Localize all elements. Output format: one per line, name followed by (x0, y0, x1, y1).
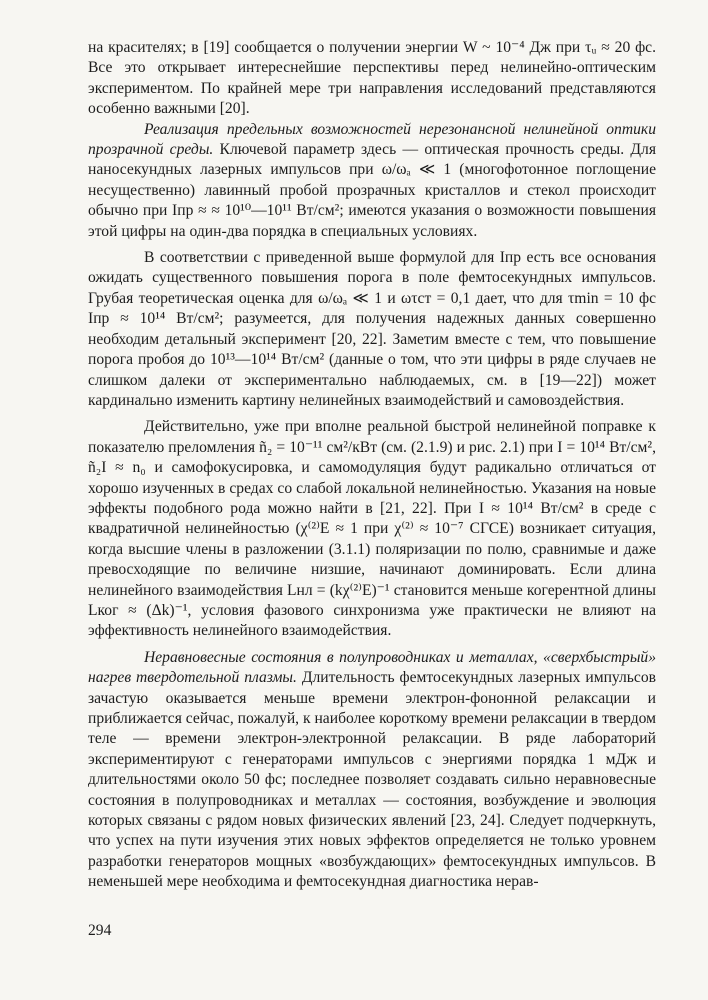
body-text (88, 38, 656, 893)
paragraph-2 (88, 120, 656, 242)
paragraph-1 (88, 38, 656, 120)
paragraph-1-text: на красителях; в [19] сообщается о получении энергии W ~ 10⁻⁴ Дж при τᵤ ≈ 20 фс. Все это открывает интереснейшие перспективы перед нелинейно-оптическим экспериментом. По крайней мере три направления исследований представляются особенно важными [20]. (88, 39, 656, 118)
paragraph-2-text: Ключевой параметр здесь — оптическая прочность среды. Для наносекундных лазерных импульсов при ω/ωₐ ≪ 1 (многофотонное поглощение несущественно) лавинный пробой прозрачных кристаллов и стекол происходит обычно при Iпр ≈ ≈ 10¹⁰—10¹¹ Вт/см²; имеются указания о возможности повышения этой цифры на один-два порядка в специальных условиях. (88, 141, 656, 240)
paragraph-4 (88, 417, 656, 641)
paragraph-5-text: Длительность фемтосекундных лазерных импульсов зачастую оказывается меньше времени электрон-фононной релаксации и приближается сейчас, пожалуй, к наиболее короткому времени релаксации в твердом теле — времени электрон-электронной релаксации. В ряде лабораторий экспериментируют с генераторами импульсов с энергиями порядка 1 мДж и длительностями около 50 фс; последнее позволяет создавать сильно неравновесные состояния в полупроводниках и металлах — состояния, возбуждение и эволюция которых связаны с рядом новых физических явлений [23, 24]. Следует подчеркнуть, что успех на пути изучения этих новых эффектов определяется не только уровнем разработки генераторов мощных «возбуждающих» фемтосекундных импульсов. В неменьшей мере необходима и фемтосекундная диагностика нерав- (88, 669, 656, 891)
paragraph-3-text: В соответствии с приведенной выше формулой для Iпр есть все основания ожидать существенного повышения порога в поле фемтосекундных импульсов. Грубая теоретическая оценка для ω/ωₐ ≪ 1 и ωτст = 0,1 дает, что для τmin = 10 фс Iпр ≈ 10¹⁴ Вт/см²; разумеется, для получения надежных данных совершенно необходим детальный эксперимент [20, 22]. Заметим вместе с тем, что повышение порога пробоя до 10¹³—10¹⁴ Вт/см² (данные о том, что эти цифры в ряде случаев не слишком далеки от экспериментально наблюдаемых, см. в [19—22]) может кардинально изменить картину нелинейных взаимодействий и самовоздействия. (88, 249, 656, 409)
page-number: 294 (88, 922, 112, 939)
section-heading-nonequilibrium-states: Неравновесные состояния в полупроводниках и металлах, «сверхбыстрый» нагрев твердотельной плазмы. (88, 648, 656, 687)
paragraph-4-text: Действительно, уже при вполне реальной быстрой нелинейной поправке к показателю преломления ñ₂ = 10⁻¹¹ см²/кВт (см. (2.1.9) и рис. 2.1) при I = 10¹⁴ Вт/см², ñ₂I ≈ n₀ и самофокусировка, и самомодуляция будут радикально отличаться от хорошо изученных в средах со слабой локальной нелинейностью. Указания на новые эффекты подобного рода можно найти в [21, 22]. При I ≈ 10¹⁴ Вт/см² в среде с квадратичной нелинейностью (χ⁽²⁾E ≈ 1 при χ⁽²⁾ ≈ 10⁻⁷ СГСЕ) возникает ситуация, когда высшие члены в разложении (3.1.1) поляризации по полю, сравнимые и даже превосходящие по величине низшие, начинают доминировать. Если длина нелинейного взаимодействия Lнл = (kχ⁽²⁾E)⁻¹ становится меньше когерентной длины Lког ≈ (Δk)⁻¹, условия фазового синхронизма уже практически не влияют на эффективность нелинейного взаимодействия. (88, 418, 656, 640)
section-heading-nonresonant-optics: Реализация предельных возможностей нерезонансной нелинейной оптики прозрачной среды. (88, 120, 656, 159)
paragraph-3 (88, 248, 656, 411)
paragraph-5 (88, 648, 656, 893)
